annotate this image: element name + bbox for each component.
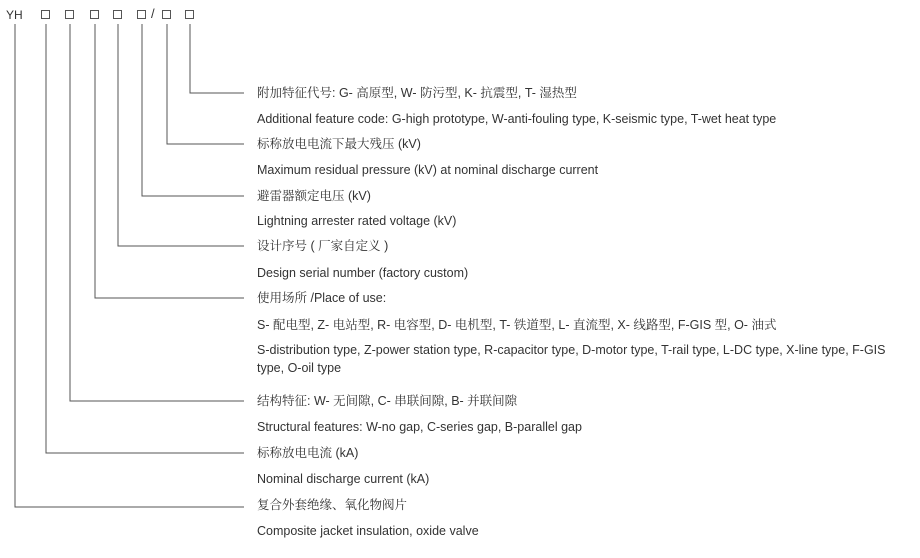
label-place-of-use-en: S-distribution type, Z-power station type, R-capacitor type, D-motor type, T-rail type, L-DC type, X-line type, F-GIS type, O-oil type	[257, 343, 886, 375]
label-nominal-current-en: Nominal discharge current (kA)	[257, 472, 430, 486]
code-box-rated-voltage	[137, 10, 146, 19]
code-box-nominal-current	[41, 10, 50, 19]
label-composite-zh: 复合外套绝缘、氧化物阀片	[257, 498, 408, 512]
code-box-residual	[162, 10, 171, 19]
connector-line-residual	[167, 24, 244, 144]
label-place-of-use-zh: 使用场所 /Place of use:	[257, 291, 387, 305]
code-box-place-of-use	[90, 10, 99, 19]
code-box-additional	[185, 10, 194, 19]
connector-line-structure	[70, 24, 244, 401]
label-structure-zh: 结构特征: W- 无间隙, C- 串联间隙, B- 并联间隙	[257, 394, 518, 408]
connector-line-nominal-current	[46, 24, 244, 453]
connector-line-place-of-use	[95, 24, 244, 298]
code-box-structure	[65, 10, 74, 19]
connector-line-composite	[15, 24, 244, 507]
connector-line-design-serial	[118, 24, 244, 246]
label-design-serial-en: Design serial number (factory custom)	[257, 266, 469, 280]
label-rated-voltage-en: Lightning arrester rated voltage (kV)	[257, 214, 457, 228]
label-rated-voltage-zh: 避雷器额定电压 (kV)	[257, 189, 371, 203]
label-structure-en: Structural features: W-no gap, C-series gap, B-parallel gap	[257, 420, 582, 434]
label-residual-en: Maximum residual pressure (kV) at nominal discharge current	[257, 163, 599, 177]
label-place-of-use-zh-types: S- 配电型, Z- 电站型, R- 电容型, D- 电机型, T- 铁道型, L- 直流型, X- 线路型, F-GIS 型, O- 油式	[257, 318, 777, 332]
label-composite-en: Composite jacket insulation, oxide valve	[257, 524, 479, 538]
connector-line-additional	[190, 24, 244, 93]
code-box-design-serial	[113, 10, 122, 19]
label-design-serial-zh: 设计序号 ( 厂家自定义 )	[257, 239, 389, 253]
label-additional-zh: 附加特征代号: G- 高原型, W- 防污型, K- 抗震型, T- 湿热型	[257, 86, 577, 100]
code-prefix: YH	[6, 8, 23, 22]
label-residual-zh: 标称放电电流下最大残压 (kV)	[257, 137, 421, 151]
connector-line-rated-voltage	[142, 24, 244, 196]
label-additional-en: Additional feature code: G-high prototype, W-anti-fouling type, K-seismic type, T-wet heat type	[257, 112, 777, 126]
label-nominal-current-zh: 标称放电电流 (kA)	[257, 446, 359, 460]
code-separator: /	[151, 6, 155, 21]
